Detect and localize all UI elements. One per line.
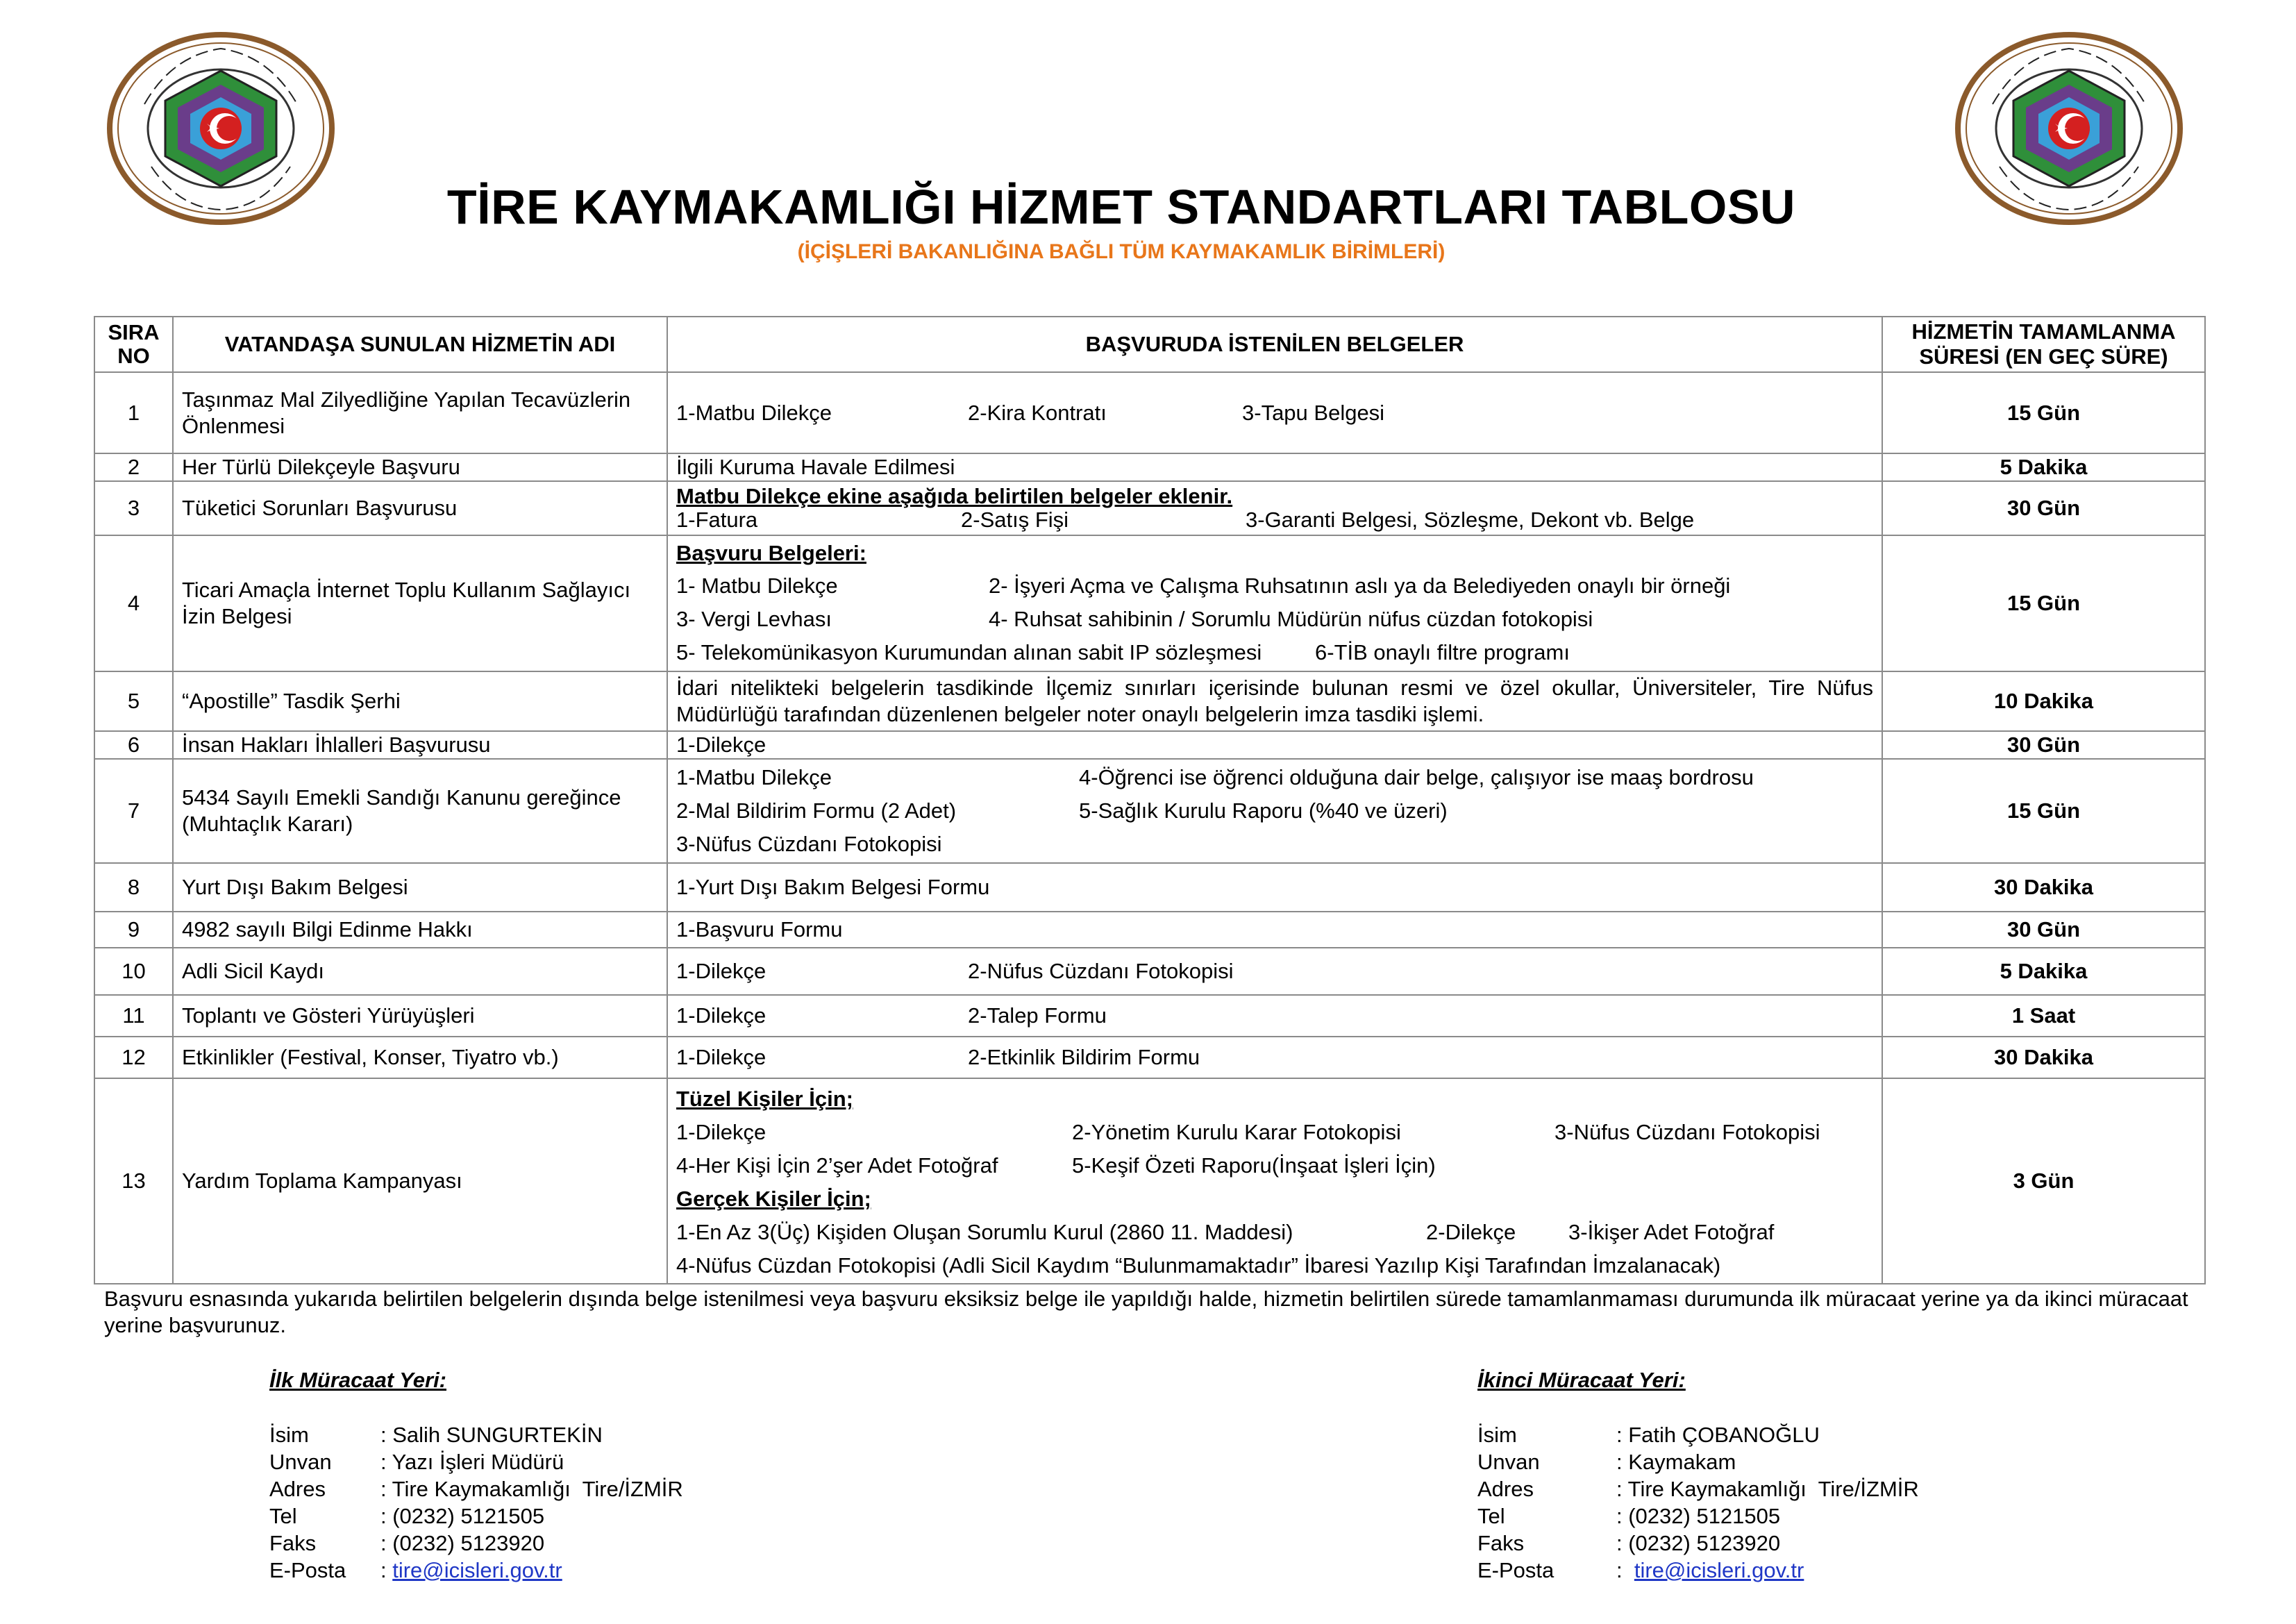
row-duration: 3 Gün: [1882, 1078, 2205, 1284]
row-documents: 1-Dilekçe: [667, 731, 1882, 759]
contact-row: [269, 1557, 683, 1584]
doc-item: 1-Dilekçe: [676, 1120, 766, 1144]
contact-row: [1477, 1448, 1919, 1475]
second-contact-block: [1477, 1366, 1919, 1584]
contact-row: [1477, 1421, 1919, 1448]
row-service: Yardım Toplama Kampanyası: [173, 1078, 667, 1284]
table-row: [94, 481, 2205, 535]
row-service: 4982 sayılı Bilgi Edinme Hakkı: [173, 912, 667, 948]
row-service: Adli Sicil Kaydı: [173, 948, 667, 995]
contact-value: : Kaymakam: [1616, 1450, 1736, 1474]
doc-item: 1-Dilekçe: [676, 1003, 766, 1028]
contact-row: [1477, 1502, 1919, 1530]
contact-value: : Salih SUNGURTEKİN: [380, 1423, 603, 1447]
col-header-duration: HİZMETİN TAMAMLANMA SÜRESİ (EN GEÇ SÜRE): [1882, 317, 2205, 372]
doc-item: 2-Mal Bildirim Formu (2 Adet): [676, 798, 957, 823]
row-duration: 30 Dakika: [1882, 863, 2205, 912]
row-no: 3: [94, 481, 173, 535]
contact-row: [1477, 1475, 1919, 1502]
row-no: 9: [94, 912, 173, 948]
doc-item: 2-Satış Fişi: [961, 508, 1069, 532]
contact-value: : (0232) 5121505: [1616, 1504, 1781, 1528]
contact-separator: :: [1616, 1558, 1634, 1582]
row-service: Her Türlü Dilekçeyle Başvuru: [173, 453, 667, 481]
contact-row: [1477, 1557, 1919, 1584]
table-row: [94, 863, 2205, 912]
row-service: 5434 Sayılı Emekli Sandığı Kanunu gereğince (Muhtaçlık Kararı): [173, 759, 667, 863]
doc-item: 2-Etkinlik Bildirim Formu: [968, 1045, 1200, 1069]
col-header-service: VATANDAŞA SUNULAN HİZMETİN ADI: [173, 317, 667, 372]
row-documents: 1-Başvuru Formu: [667, 912, 1882, 948]
row-duration: 5 Dakika: [1882, 948, 2205, 995]
contact-row: [269, 1421, 683, 1448]
row-no: 8: [94, 863, 173, 912]
footnote: Başvuru esnasında yukarıda belirtilen belgelerin dışında belge istenilmesi veya başvuru eksiksiz belge ile yapıldığı halde, hizmetin belirtilen sürede tamamlanmaması durumunda ilk müracaat yerine ya da ikinci müracaat yerine başvurunuz.: [104, 1287, 2188, 1337]
contact-key: E-Posta: [269, 1558, 346, 1582]
contact-key: E-Posta: [1477, 1558, 1555, 1582]
doc-item: 3-Tapu Belgesi: [1242, 400, 1385, 425]
page-subtitle: (İÇİŞLERİ BAKANLIĞINA BAĞLI TÜM KAYMAKAMLIK BİRİMLERİ): [797, 240, 1446, 263]
row-duration: 10 Dakika: [1882, 671, 2205, 731]
row-no: 10: [94, 948, 173, 995]
row-documents: [667, 759, 1882, 863]
row-duration: 5 Dakika: [1882, 453, 2205, 481]
doc-item: 1-Matbu Dilekçe: [676, 765, 832, 789]
doc-item: 1- Matbu Dilekçe: [676, 574, 838, 598]
row-documents: [667, 535, 1882, 671]
row-service: Taşınmaz Mal Zilyedliğine Yapılan Tecavüzlerin Önlenmesi: [173, 372, 667, 453]
contact-row: [269, 1475, 683, 1502]
contact-key: İsim: [1477, 1423, 1517, 1447]
doc-item: 5-Sağlık Kurulu Raporu (%40 ve üzeri): [1079, 798, 1448, 823]
table-row: [94, 948, 2205, 995]
second-contact-heading: İkinci Müracaat Yeri:: [1477, 1368, 1686, 1392]
doc-heading: Tüzel Kişiler İçin;: [676, 1087, 853, 1111]
table-row: [94, 453, 2205, 481]
contact-key: Adres: [1477, 1477, 1534, 1501]
doc-item: 4-Her Kişi İçin 2’şer Adet Fotoğraf: [676, 1153, 998, 1178]
table-row: [94, 671, 2205, 731]
doc-heading: Matbu Dilekçe ekine aşağıda belirtilen belgeler eklenir.: [676, 484, 1233, 508]
row-no: 5: [94, 671, 173, 731]
row-duration: 30 Gün: [1882, 481, 2205, 535]
row-documents: [667, 372, 1882, 453]
contact-value: : (0232) 5121505: [380, 1504, 545, 1528]
doc-item: 2-Dilekçe: [1426, 1220, 1516, 1244]
first-contact-heading: İlk Müracaat Yeri:: [269, 1368, 447, 1392]
doc-item: 4-Nüfus Cüzdan Fotokopisi (Adli Sicil Kaydım “Bulunmamaktadır” İbaresi Yazılıp Kişi Tarafından İmzalanacak): [676, 1253, 1721, 1278]
col-header-no: SIRA NO: [94, 317, 173, 372]
doc-item: 3-Nüfus Cüzdanı Fotokopisi: [676, 832, 942, 856]
row-documents: İdari nitelikteki belgelerin tasdikinde İlçemiz sınırları içerisinde bulunan resmi ve özel okullar, Üniversiteler, Tire Nüfus Müdürlüğü tarafından düzenlenen belgeler noter onaylı belgelerin imza tasdiki işlemi.: [667, 671, 1882, 731]
doc-item: 4- Ruhsat sahibinin / Sorumlu Müdürün nüfus cüzdan fotokopisi: [989, 607, 1593, 631]
doc-item: 3-Garanti Belgesi, Sözleşme, Dekont vb. Belge: [1246, 508, 1695, 532]
doc-item: 6-TİB onaylı filtre programı: [1315, 640, 1570, 664]
doc-item: 2-Yönetim Kurulu Karar Fotokopisi: [1072, 1120, 1401, 1144]
contact-value: : (0232) 5123920: [1616, 1531, 1781, 1555]
doc-item: 1-Matbu Dilekçe: [676, 400, 832, 425]
table-row: [94, 535, 2205, 671]
contact-row: [269, 1448, 683, 1475]
row-duration: 15 Gün: [1882, 535, 2205, 671]
row-documents: [667, 481, 1882, 535]
row-service: Toplantı ve Gösteri Yürüyüşleri: [173, 995, 667, 1037]
row-no: 13: [94, 1078, 173, 1284]
row-service: Etkinlikler (Festival, Konser, Tiyatro vb.): [173, 1037, 667, 1078]
row-no: 11: [94, 995, 173, 1037]
page-title: TİRE KAYMAKAMLIĞI HİZMET STANDARTLARI TABLOSU: [446, 180, 1796, 234]
row-documents: [667, 948, 1882, 995]
doc-item: 3-Nüfus Cüzdanı Fotokopisi: [1555, 1120, 1820, 1144]
contact-key: Faks: [1477, 1531, 1525, 1555]
row-service: Tüketici Sorunları Başvurusu: [173, 481, 667, 535]
row-service: İnsan Hakları İhlalleri Başvurusu: [173, 731, 667, 759]
row-duration: 30 Dakika: [1882, 1037, 2205, 1078]
row-duration: 30 Gün: [1882, 731, 2205, 759]
row-no: 2: [94, 453, 173, 481]
service-standards-table: [94, 316, 2206, 1284]
contact-value: : Yazı İşleri Müdürü: [380, 1450, 564, 1474]
contact-key: Tel: [269, 1504, 297, 1528]
doc-item: 5- Telekomünikasyon Kurumundan alınan sabit IP sözleşmesi: [676, 640, 1262, 664]
contact-key: Unvan: [1477, 1450, 1540, 1474]
row-service: Ticari Amaçla İnternet Toplu Kullanım Sağlayıcı İzin Belgesi: [173, 535, 667, 671]
table-header-row: [94, 317, 2205, 372]
contact-key: Adres: [269, 1477, 326, 1501]
row-no: 6: [94, 731, 173, 759]
contact-key: İsim: [269, 1423, 309, 1447]
table-row: [94, 731, 2205, 759]
row-documents: 1-Yurt Dışı Bakım Belgesi Formu: [667, 863, 1882, 912]
doc-item: 2-Nüfus Cüzdanı Fotokopisi: [968, 959, 1234, 983]
doc-item: 2-Talep Formu: [968, 1003, 1107, 1028]
contact-row: [269, 1502, 683, 1530]
row-documents: İlgili Kuruma Havale Edilmesi: [667, 453, 1882, 481]
contact-separator: :: [380, 1558, 393, 1582]
table-row: [94, 1078, 2205, 1284]
row-documents: [667, 1037, 1882, 1078]
doc-heading: Başvuru Belgeleri:: [676, 541, 866, 565]
email-link[interactable]: tire@icisleri.gov.tr: [392, 1558, 562, 1582]
row-duration: 15 Gün: [1882, 372, 2205, 453]
row-documents: [667, 1078, 1882, 1284]
contact-key: Tel: [1477, 1504, 1505, 1528]
table-row: [94, 995, 2205, 1037]
table-row: [94, 1037, 2205, 1078]
contact-key: Unvan: [269, 1450, 332, 1474]
doc-item: 1-Dilekçe: [676, 1045, 766, 1069]
row-service: Yurt Dışı Bakım Belgesi: [173, 863, 667, 912]
contact-row: [1477, 1530, 1919, 1557]
doc-item: 4-Öğrenci ise öğrenci olduğuna dair belge, çalışıyor ise maaş bordrosu: [1079, 765, 1754, 789]
row-service: “Apostille” Tasdik Şerhi: [173, 671, 667, 731]
row-duration: 1 Saat: [1882, 995, 2205, 1037]
col-header-documents: BAŞVURUDA İSTENİLEN BELGELER: [667, 317, 1882, 372]
row-no: 4: [94, 535, 173, 671]
row-no: 1: [94, 372, 173, 453]
doc-item: 2-Kira Kontratı: [968, 400, 1107, 425]
doc-item: 1-En Az 3(Üç) Kişiden Oluşan Sorumlu Kurul (2860 11. Maddesi): [676, 1220, 1293, 1244]
contact-value: : Tire Kaymakamlığı Tire/İZMİR: [1616, 1477, 1919, 1501]
doc-item: 1-Fatura: [676, 508, 758, 532]
doc-item: 2- İşyeri Açma ve Çalışma Ruhsatının aslı ya da Belediyeden onaylı bir örneği: [989, 574, 1731, 598]
doc-item: 1-Dilekçe: [676, 959, 766, 983]
contact-value: : (0232) 5123920: [380, 1531, 545, 1555]
doc-item: 3-İkişer Adet Fotoğraf: [1568, 1220, 1775, 1244]
row-duration: 15 Gün: [1882, 759, 2205, 863]
contact-value: : Tire Kaymakamlığı Tire/İZMİR: [380, 1477, 683, 1501]
email-link[interactable]: tire@icisleri.gov.tr: [1634, 1558, 1804, 1582]
table-row: [94, 372, 2205, 453]
doc-heading: Gerçek Kişiler İçin;: [676, 1187, 871, 1211]
table-row: [94, 912, 2205, 948]
row-no: 7: [94, 759, 173, 863]
row-duration: 30 Gün: [1882, 912, 2205, 948]
contact-row: [269, 1530, 683, 1557]
doc-item: 5-Keşif Özeti Raporu(İnşaat İşleri İçin): [1072, 1153, 1436, 1178]
row-no: 12: [94, 1037, 173, 1078]
row-documents: [667, 995, 1882, 1037]
table-row: [94, 759, 2205, 863]
contact-key: Faks: [269, 1531, 317, 1555]
first-contact-block: [269, 1366, 683, 1584]
doc-item: 3- Vergi Levhası: [676, 607, 832, 631]
contact-value: : Fatih ÇOBANOĞLU: [1616, 1423, 1820, 1447]
